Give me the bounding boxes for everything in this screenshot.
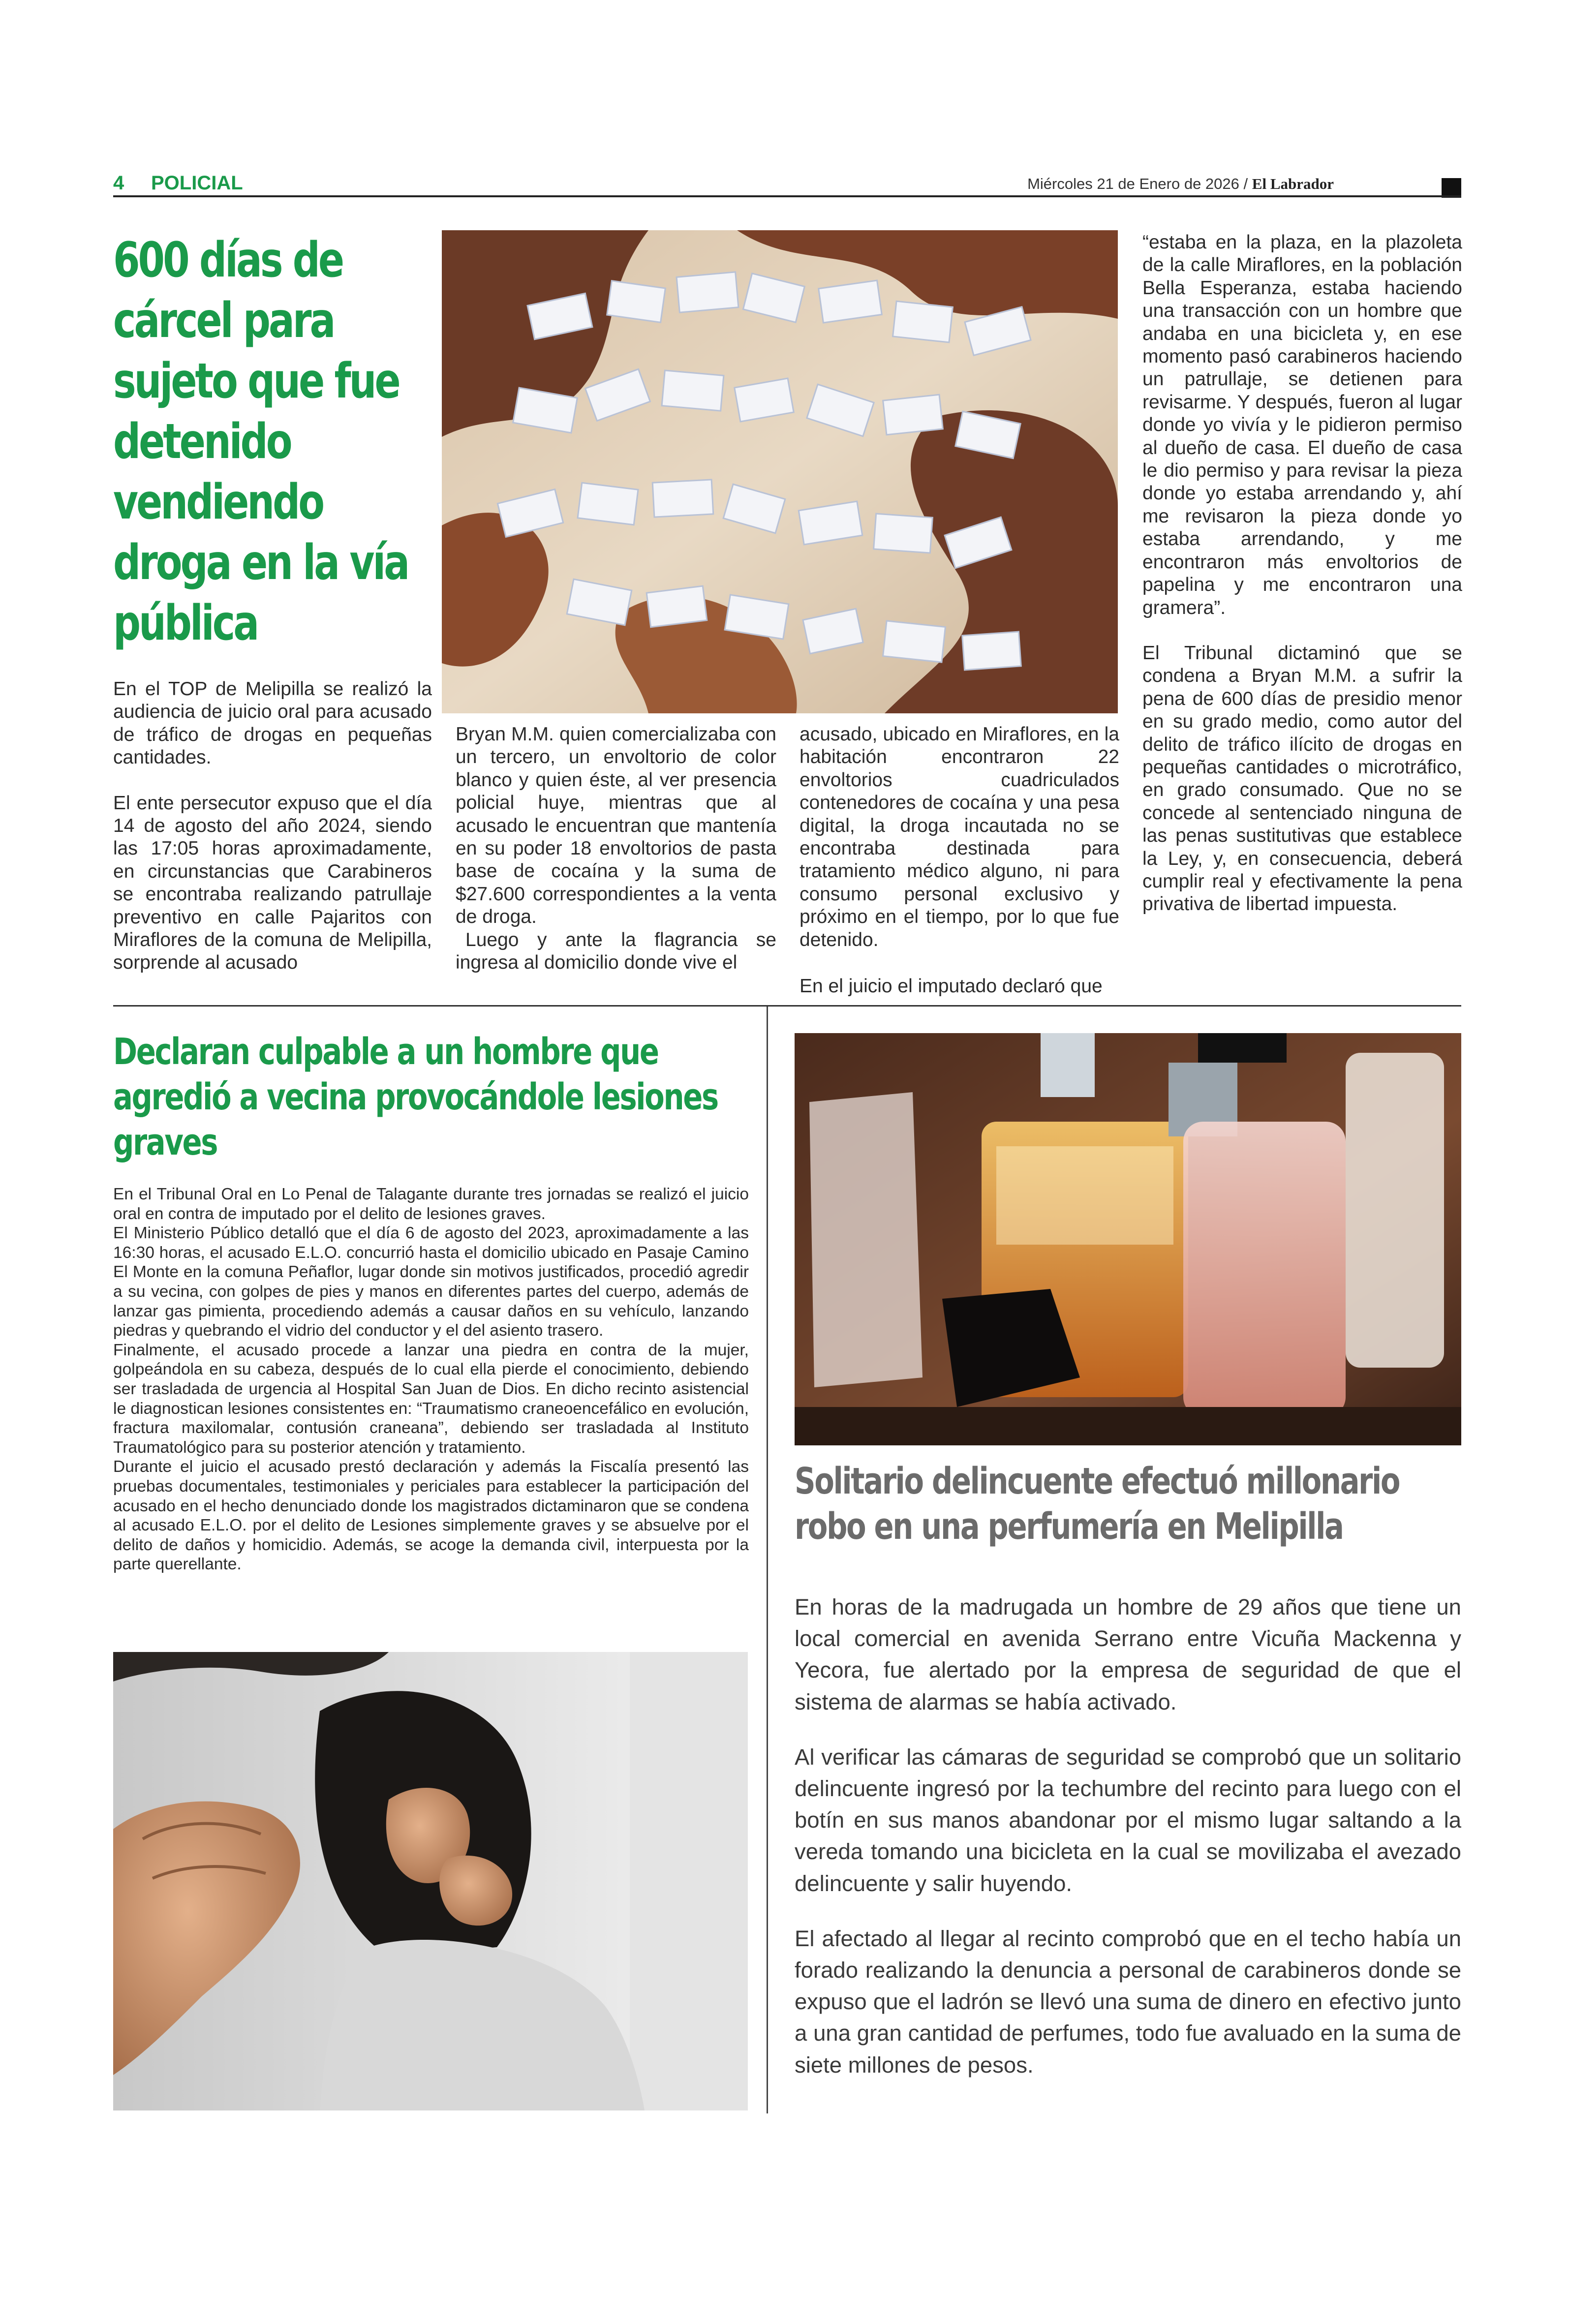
article1-headline: 600 días de cárcel para sujeto que fue detenido vendiendo droga en la vía pública [113,232,408,651]
column-divider [767,1007,768,2113]
masthead-date [1027,175,1334,193]
article3-paragraph: El afectado al llegar al recinto comprobó que en el techo había un forado realizando la denuncia a personal de carabineros donde se expuso que el ladrón se llevó una suma de dinero en efectivo junto a una gran cantidad de perfumes, todo fue avaluado en la suma de siete millones de pesos. [795,1926,1461,2078]
article2-paragraph: El Ministerio Público detalló que el día 6 de agosto del 2023, aproximadamente a las 16:30 horas, el acusado E.L.O. concurrió hasta el domicilio ubicado en Pasaje Camino El Monte en la comuna Peñaflor, lugar donde sin motivos justificados, procedió agredir a su vecina, con golpes de pies y manos en diferentes partes del cuerpo, además de lanzar gas pimienta, procediendo además a causar daños en su vehículo, lanzando piedras y quebrando el vidrio del conductor y el del asiento trasero. [113,1224,749,1340]
page-number: 4 [113,172,124,194]
article1-paragraph: En el juicio el imputado declaró que [800,976,1103,997]
date-separator: / [1243,175,1248,192]
article1-paragraph: “estaba en la plaza, en la plazoleta de la calle Miraflores, en la población Bella Esperanza, estaba haciendo una transacción con un hombre que andaba en una bicicleta y, en ese momento pasó carabineros haciendo un patrullaje, se detienen para revisarme. Y después, fueron al lugar donde yo vivía y le pidieron permiso al dueño de casa. El dueño de casa le dio permiso y para revisar la pieza donde yo estaba arrendando y, ahí me revisaron la pieza donde yo estaba arrendando, y me encontraron más envoltorios de papelina y me encontraron una gramera”. [1142,232,1462,618]
article1-paragraph: En el TOP de Melipilla se realizó la audiencia de juicio oral para acusado de tráfico de drogas en pequeñas cantidades. [113,678,432,768]
article1-paragraph: Bryan M.M. quien comercializaba con un tercero, un envoltorio de color blanco y quien éste, al ver presencia policial huye, mientras que al acusado le encuentran que mantenía en su poder 18 envoltorios de pasta base de cocaína y la suma de $27.600 correspondientes a la venta de droga. [456,724,776,928]
article1-column-1 [113,678,432,975]
article2-paragraph: En el Tribunal Oral en Lo Penal de Talagante durante tres jornadas se realizó el juicio oral en contra de imputado por el delito de lesiones graves. [113,1185,749,1223]
article1-column-3-continuation [800,975,1119,998]
article1-column-3 [800,723,1119,951]
article1-paragraph: acusado, ubicado en Miraflores, en la habitación encontraron 22 envoltorios cuadriculados contenedores de cocaína y una pesa digital, la droga incautada no se encontraba destinada para tratamiento médico alguno, ni para consumo personal exclusivo y próximo en el tiempo, por lo que fue detenido. [800,724,1119,950]
section-divider [113,1005,1461,1007]
article3-paragraph: Al verificar las cámaras de seguridad se comprobó que un solitario delincuente ingresó por la techumbre del recinto para luego con el botín en sus manos abandonar por el mismo lugar saltando a la vereda tomando una bicicleta en la cual se movilizaba el avezado delincuente y salir huyendo. [795,1744,1461,1896]
article1-paragraph: Luego y ante la flagrancia se ingresa al domicilio donde vive el [456,929,776,974]
article3-body [795,1591,1461,2081]
article3-headline: Solitario delincuente efectuó millonario robo en una perfumería en Melipilla [795,1460,1400,1548]
header-rule [113,195,1461,197]
assault-photo [113,1652,748,2110]
article1-paragraph: El ente persecutor expuso que el día 14 de agosto del año 2024, siendo las 17:05 horas aproximadamente, en circunstancias que Carabineros se encontraba realizando patrullaje preventivo en calle Pajaritos con Miraflores de la comuna de Melipilla, sorprende al acusado [113,792,432,974]
article2-headline: Declaran culpable a un hombre que agredió a vecina provocándole lesiones graves [113,1031,718,1163]
article2-paragraph: Finalmente, el acusado procede a lanzar una piedra en contra de la mujer, golpeándola en su cabeza, después de lo cual ella pierde el conocimiento, debiendo ser trasladada de urgencia al Hospital San Juan de Dios. En dicho recinto asistencial le diagnostican lesiones consistentes en: “Traumatismo craneoencefálico en evolución, fractura maxilomalar, contusión craneana”, debiendo ser trasladada al Instituto Traumatológico para su posterior atención y tratamiento. [113,1341,749,1457]
article2-paragraph: Durante el juicio el acusado prestó declaración y además la Fiscalía presentó las pruebas documentales, testimoniales y periciales para establecer la participación del acusado en el hecho denunciado donde los magistrados dictaminaron que se condena al acusado E.L.O. por el delito de Lesiones simplemente graves y se absuelve por el delito de daños y homicidio. Además, se acoge la demanda civil, interpuesta por la parte querellante. [113,1458,749,1574]
article1-column-4 [1142,231,1462,916]
article2-body [113,1185,749,1574]
header-square-mark [1442,178,1461,198]
article1-column-2 [456,723,776,974]
article1-paragraph: El Tribunal dictaminó que se condena a Bryan M.M. a sufrir la pena de 600 días de presidio menor en su grado medio, como autor del delito de tráfico ilícito de drogas en pequeñas cantidades o microtráfico, en grado consumado. Que no se concede al sentenciado ninguna de las penas sustitutivas que establece la Ley, y, en consecuencia, deberá cumplir real y efectivamente la pena privativa de libertad impuesta. [1142,642,1462,915]
issue-date: Miércoles 21 de Enero de 2026 [1027,175,1239,192]
section-title: POLICIAL [151,172,243,194]
drug-packets-photo [442,230,1118,713]
publication-name: El Labrador [1252,175,1334,192]
perfume-bottles-photo [795,1033,1461,1445]
article3-paragraph: En horas de la madrugada un hombre de 29 años que tiene un local comercial en avenida Serrano entre Vicuña Mackenna y Yecora, fue alertado por la empresa de seguridad de que el sistema de alarmas se había activado. [795,1594,1461,1714]
